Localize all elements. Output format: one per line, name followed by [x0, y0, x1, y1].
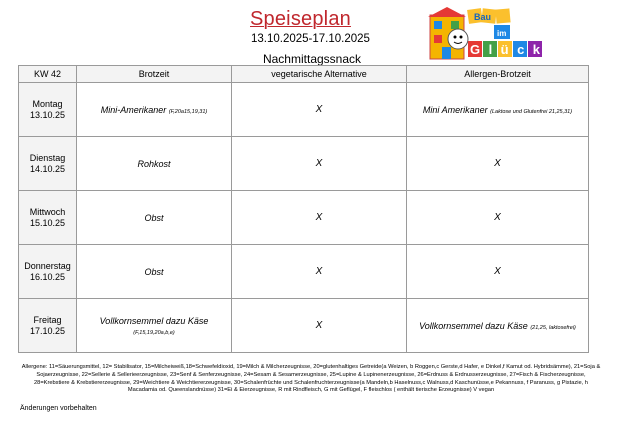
day-cell: [19, 245, 77, 299]
table-row-friday: [19, 299, 589, 353]
table-row-monday: [19, 83, 589, 137]
allergen-legend: Allergene: 11=Säuerungsmittel, 12= Stabilisator, 15=Milcheiweiß,18=Schwefeldioxid, 19=Milch & Milcherzeugnisse, 20=glutenhaltiges Getreide(a Weizen, b Roggen,c Gerste,d Hafer, e Dinkel,f Kamut od. Hybridsämme), 21=Soja & Sojaerzeugnisse, 22=Sellerie & Sellerieerzeugnisse, 23=Senf & Senferzeugnisse, 24=Sesam & Sesamerzeugnisse, 25=Lupine & Lupinenerzeugnisse, 26=Erdnuss & Erdnusserzeugnisse, 27=Fisch & Fischerzeugnisse, 28=Krebstiere & Krebstiererzeugnisse, 29=Weichtiere & Weichtiererzeugnisse, 30=Schalenfrüchte und Schalenfruchterzeugnisse(a Mandeln,b Haselnuss,c Walnuss,d Kaschunüsse,e Pekannuss, f Paranuss, g Pistazie, h Macadamia od. Queenslandnüsse) 31=Ei & Eierzeugnisse, R mit Rindfleisch, G mit Geflügel, F fleischlos ( enthält tierische Erzeugnisse) V vegan: [21, 364, 601, 394]
allergen-item: X: [494, 266, 501, 277]
day-date: 17.10.25: [29, 325, 66, 336]
brotzeit-cell: [77, 137, 232, 191]
day-name: Dienstag: [29, 152, 66, 163]
day-date: 14.10.25: [29, 163, 66, 174]
vegetarian-cell: [232, 299, 407, 353]
day-cell: [19, 83, 77, 137]
table-row-wednesday: [19, 191, 589, 245]
day-date: 15.10.25: [29, 217, 66, 228]
allergen-cell: [407, 137, 589, 191]
date-range: 13.10.2025-17.10.2025: [251, 33, 370, 45]
brotzeit-item: Rohkost: [137, 158, 171, 169]
brotzeit-cell: [77, 299, 232, 353]
allergen-item: X: [494, 212, 501, 223]
day-name: Freitag: [33, 314, 62, 325]
vegetarian-cell: [232, 191, 407, 245]
table-row-thursday: [19, 245, 589, 299]
allergen-cell: [407, 83, 589, 137]
day-date: 13.10.25: [29, 109, 66, 120]
allergen-item: X: [494, 158, 501, 169]
brotzeit-cell: [77, 83, 232, 137]
logo-word-glueck: Glück: [470, 42, 540, 57]
day-name: Donnerstag: [24, 260, 71, 271]
day-date: 16.10.25: [29, 271, 66, 282]
day-cell: [19, 299, 77, 353]
brotzeit-item: Obst: [144, 212, 164, 223]
column-header-week: KW 42: [19, 66, 77, 83]
bau-im-glueck-logo: [428, 5, 558, 63]
brotzeit-item: Vollkornsemmel dazu Käse: [99, 315, 209, 326]
logo-word-im: im: [497, 29, 507, 38]
allergen-item-note: (21,25, laktosefrei): [530, 324, 576, 331]
allergen-item: Mini Amerikaner: [422, 104, 488, 115]
vegetarian-cell: [232, 137, 407, 191]
day-name: Montag: [32, 98, 63, 109]
vegetarian-item: X: [315, 212, 323, 223]
allergen-item-note: (Laktose und Glutenfrei 21,25,31): [490, 108, 573, 115]
column-header-brotzeit: Brotzeit: [77, 66, 232, 83]
day-cell: [19, 137, 77, 191]
logo-word-bau: Bau: [474, 12, 492, 22]
brotzeit-allergen-note: (F,15,19,20a,b,e): [133, 329, 175, 336]
allergen-cell: [407, 245, 589, 299]
brotzeit-cell: [77, 245, 232, 299]
table-row-tuesday: [19, 137, 589, 191]
brotzeit-cell: [77, 191, 232, 245]
day-name: Mittwoch: [29, 206, 66, 217]
allergen-cell: [407, 191, 589, 245]
footer-note: Änderungen vorbehalten: [20, 405, 97, 412]
page-subtitle: Nachmittagssnack: [262, 52, 362, 66]
column-header-allergen: Allergen-Brotzeit: [407, 66, 589, 83]
brotzeit-item: Obst: [144, 266, 164, 277]
vegetarian-cell: [232, 245, 407, 299]
meal-plan-table: [18, 65, 589, 353]
allergen-item: Vollkornsemmel dazu Käse: [419, 320, 528, 331]
column-header-vegetarian: vegetarische Alternative: [232, 66, 407, 83]
allergen-cell: [407, 299, 589, 353]
vegetarian-item: X: [315, 104, 323, 115]
day-cell: [19, 191, 77, 245]
brotzeit-item: Mini-Amerikaner: [100, 104, 167, 115]
vegetarian-item: X: [315, 320, 323, 331]
vegetarian-cell: [232, 83, 407, 137]
brotzeit-allergen-note: (F,20a15,19,31): [168, 108, 208, 115]
vegetarian-item: X: [315, 158, 323, 169]
page-title: Speiseplan: [250, 8, 351, 30]
table-header-row: [19, 66, 589, 83]
vegetarian-item: X: [315, 266, 323, 277]
